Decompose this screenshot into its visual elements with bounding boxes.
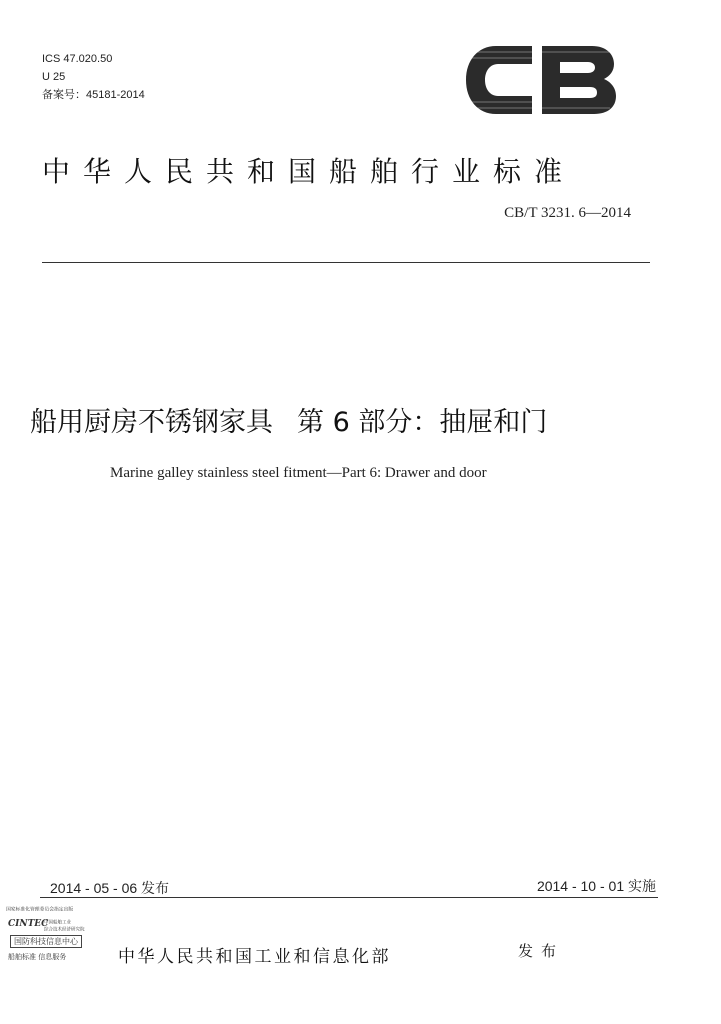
classification-block (42, 50, 145, 104)
english-title: Marine galley stainless steel fitment—Part 6: Drawer and door (110, 465, 487, 481)
ics-code: ICS 47.020.50 (42, 53, 113, 65)
issue-label: 发布 (518, 942, 565, 960)
ccs-code: U 25 (42, 71, 66, 83)
title-main: 船用厨房不锈钢家具 (30, 407, 273, 438)
bottom-divider (40, 897, 658, 898)
stamp-line-1: 国家标准化管理委员会指定出版 (6, 906, 74, 913)
title-part: 第 6 部分：抽屉和门 (297, 407, 548, 438)
stamp-side-text: 中国船舶工业 综合技术经济研究院 (44, 919, 85, 932)
document-title (30, 400, 710, 439)
publisher-stamp (6, 905, 98, 965)
stamp-line-3: 船舶标准 信息服务 (8, 953, 67, 961)
publish-date: 2014 - 05 - 06 发布 (50, 880, 170, 896)
standard-category-title: 中华人民共和国船舶行业标准 (42, 155, 576, 188)
top-divider (42, 262, 650, 263)
implementation-date: 2014 - 10 - 01 实施 (536, 878, 656, 894)
issuing-authority: 中华人民共和国工业和信息化部 (118, 947, 391, 967)
stamp-box-text: 国防科技信息中心 (10, 935, 82, 948)
record-number: 备案号：45181-2014 (42, 89, 145, 101)
cintec-logo: CINTEC (8, 919, 49, 929)
cb-logo-icon (460, 40, 620, 120)
standard-code: CB/T 3231. 6—2014 (504, 205, 631, 221)
